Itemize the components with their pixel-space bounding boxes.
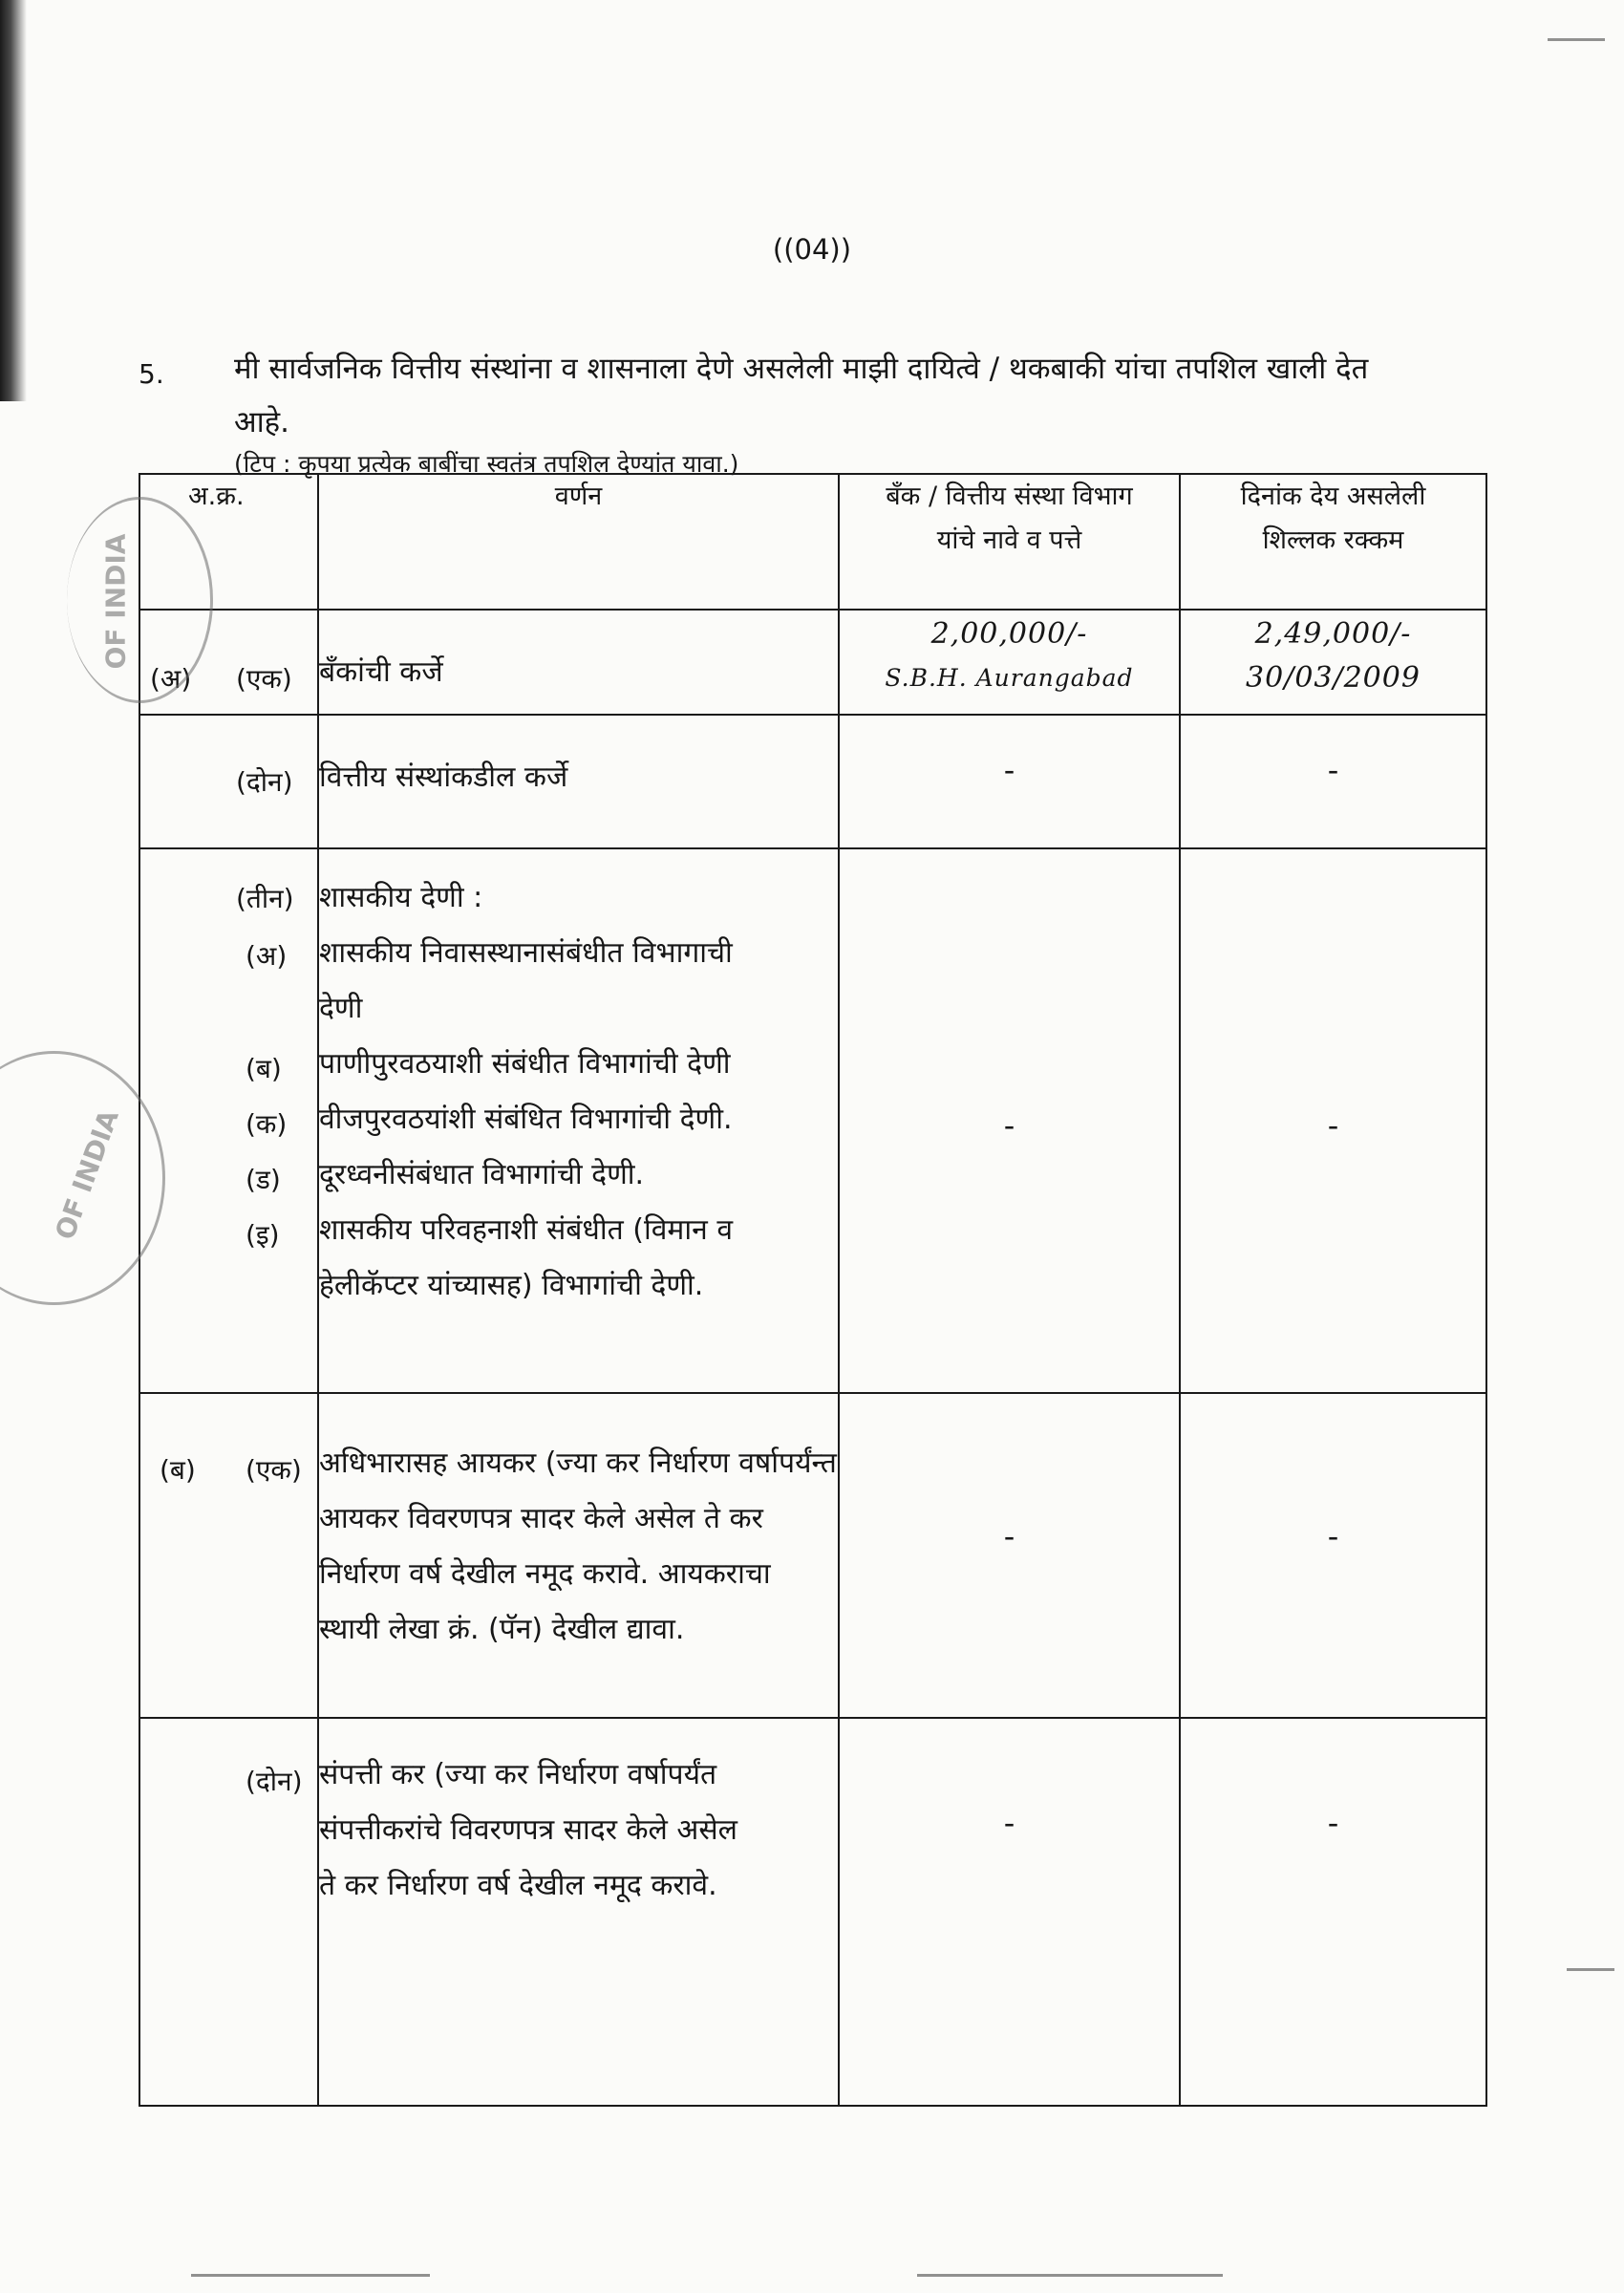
item-label: (इ): [246, 1219, 280, 1251]
item-text: दूरध्वनीसंबंधात विभागांची देणी.: [319, 1158, 645, 1191]
table-row: [139, 1718, 1486, 2106]
empty-dash: -: [1327, 1518, 1339, 1554]
empty-dash: -: [1003, 1107, 1015, 1144]
due-cell: [1180, 1718, 1486, 2106]
row-sub-label: (एक): [246, 1454, 302, 1486]
due-cell: [1180, 848, 1486, 1393]
item-text: वीजपुरवठयांशी संबंधित विभागांची देणी.: [319, 1103, 733, 1136]
scan-artifact-line: [191, 2274, 430, 2277]
item-number: 5.: [139, 358, 164, 390]
serial-cell: [139, 715, 318, 848]
scan-artifact-line: [1548, 38, 1605, 41]
table-row: [139, 610, 1486, 715]
bank-loan-amount: 2,00,000/-: [930, 617, 1088, 651]
item-label: (अ): [246, 940, 288, 972]
description-cell: [318, 715, 839, 848]
due-cell: [1180, 610, 1486, 715]
faded-seal-stamp: [67, 497, 213, 703]
item-label: (ड): [246, 1164, 281, 1195]
row-description: शासकीय देणी :: [319, 881, 483, 914]
description-cell: [318, 610, 839, 715]
table-row: [139, 848, 1486, 1393]
due-cell: [1180, 1393, 1486, 1718]
item-label: (क): [246, 1108, 288, 1140]
item-text: शासकीय निवासस्थानासंबंधीत विभागाची देणी: [319, 936, 733, 1025]
row-sub-label: (एक): [236, 663, 292, 695]
empty-dash: -: [1003, 752, 1015, 788]
description-cell: [318, 1393, 839, 1718]
item-text: पाणीपुरवठयाशी संबंधीत विभागांची देणी: [319, 1047, 731, 1081]
empty-dash: -: [1003, 1805, 1015, 1841]
row-description: संपत्ती कर (ज्या कर निर्धारण वर्षापर्यंत संपत्तीकरांचे विवरणपत्र सादर केले असेल ते कर निर्धारण वर्ष देखील नमूद करावे.: [319, 1758, 737, 1902]
due-amount: 2,49,000/-: [1254, 617, 1412, 651]
item-label: (ब): [246, 1053, 282, 1084]
table-row: [139, 1393, 1486, 1718]
table-row: [139, 715, 1486, 848]
page-number: ((04)): [772, 233, 852, 266]
serial-cell: [139, 1393, 318, 1718]
bank-cell: [839, 715, 1180, 848]
instruction-note: (टिप : कृपया प्रत्येक बाबींचा स्वतंत्र तपशिल देण्यांत यावा.): [234, 450, 739, 478]
description-cell: [318, 1718, 839, 2106]
empty-dash: -: [1327, 1805, 1339, 1841]
empty-dash: -: [1327, 752, 1339, 788]
row-main-label: (अ): [150, 663, 192, 695]
item-text: शासकीय परिवहनाशी संबंधीत (विमान व हेलीकॅप्टर यांच्यासह) विभागांची देणी.: [319, 1213, 734, 1302]
due-cell: [1180, 715, 1486, 848]
empty-dash: -: [1327, 1107, 1339, 1144]
scan-shadow-edge: [0, 0, 27, 401]
header-date-amount: दिनांक देय असलेली शिल्लक रक्कम: [1180, 474, 1486, 610]
bank-cell: [839, 1393, 1180, 1718]
empty-dash: -: [1003, 1518, 1015, 1554]
bank-cell: [839, 1718, 1180, 2106]
description-cell: [318, 848, 839, 1393]
header-serial: अ.क्र.: [139, 474, 318, 610]
header-bank: बँक / वित्तीय संस्था विभाग यांचे नावे व पत्ते: [839, 474, 1180, 610]
header-description: वर्णन: [318, 474, 839, 610]
scan-artifact-line: [1567, 1968, 1614, 1971]
stamp-text: OF INDIA: [99, 533, 132, 670]
bank-cell: [839, 848, 1180, 1393]
row-description: बँकांची कर्जे: [319, 655, 443, 689]
due-date: 30/03/2009: [1246, 661, 1421, 695]
stamp-text: OF INDIA: [49, 1105, 125, 1244]
scan-artifact-line: [917, 2274, 1223, 2277]
row-sub-label: (तीन): [236, 883, 294, 914]
row-sub-label: (दोन): [246, 1766, 303, 1797]
bank-name: S.B.H. Aurangabad: [885, 664, 1134, 692]
serial-cell: [139, 1718, 318, 2106]
row-sub-label: (दोन): [236, 766, 293, 798]
serial-cell: [139, 848, 318, 1393]
row-description: अधिभारासह आयकर (ज्या कर निर्धारण वर्षापर्यंन्त आयकर विवरणपत्र सादर केले असेल ते कर निर्धारण वर्ष देखील नमूद करावे. आयकराचा स्थायी लेखा क्रं. (पॅन) देखील द्यावा.: [319, 1447, 837, 1646]
row-description: वित्तीय संस्थांकडील कर्जे: [319, 761, 568, 794]
section-heading: मी सार्वजनिक वित्तीय संस्थांना व शासनाला देणे असलेली माझी दायित्वे / थकबाकी यांचा तपशिल खाली देत आहे.: [234, 352, 1369, 439]
bank-cell: [839, 610, 1180, 715]
table-header-row: [139, 474, 1486, 610]
row-main-label: (ब): [160, 1454, 196, 1486]
liabilities-table: [139, 473, 1487, 2107]
